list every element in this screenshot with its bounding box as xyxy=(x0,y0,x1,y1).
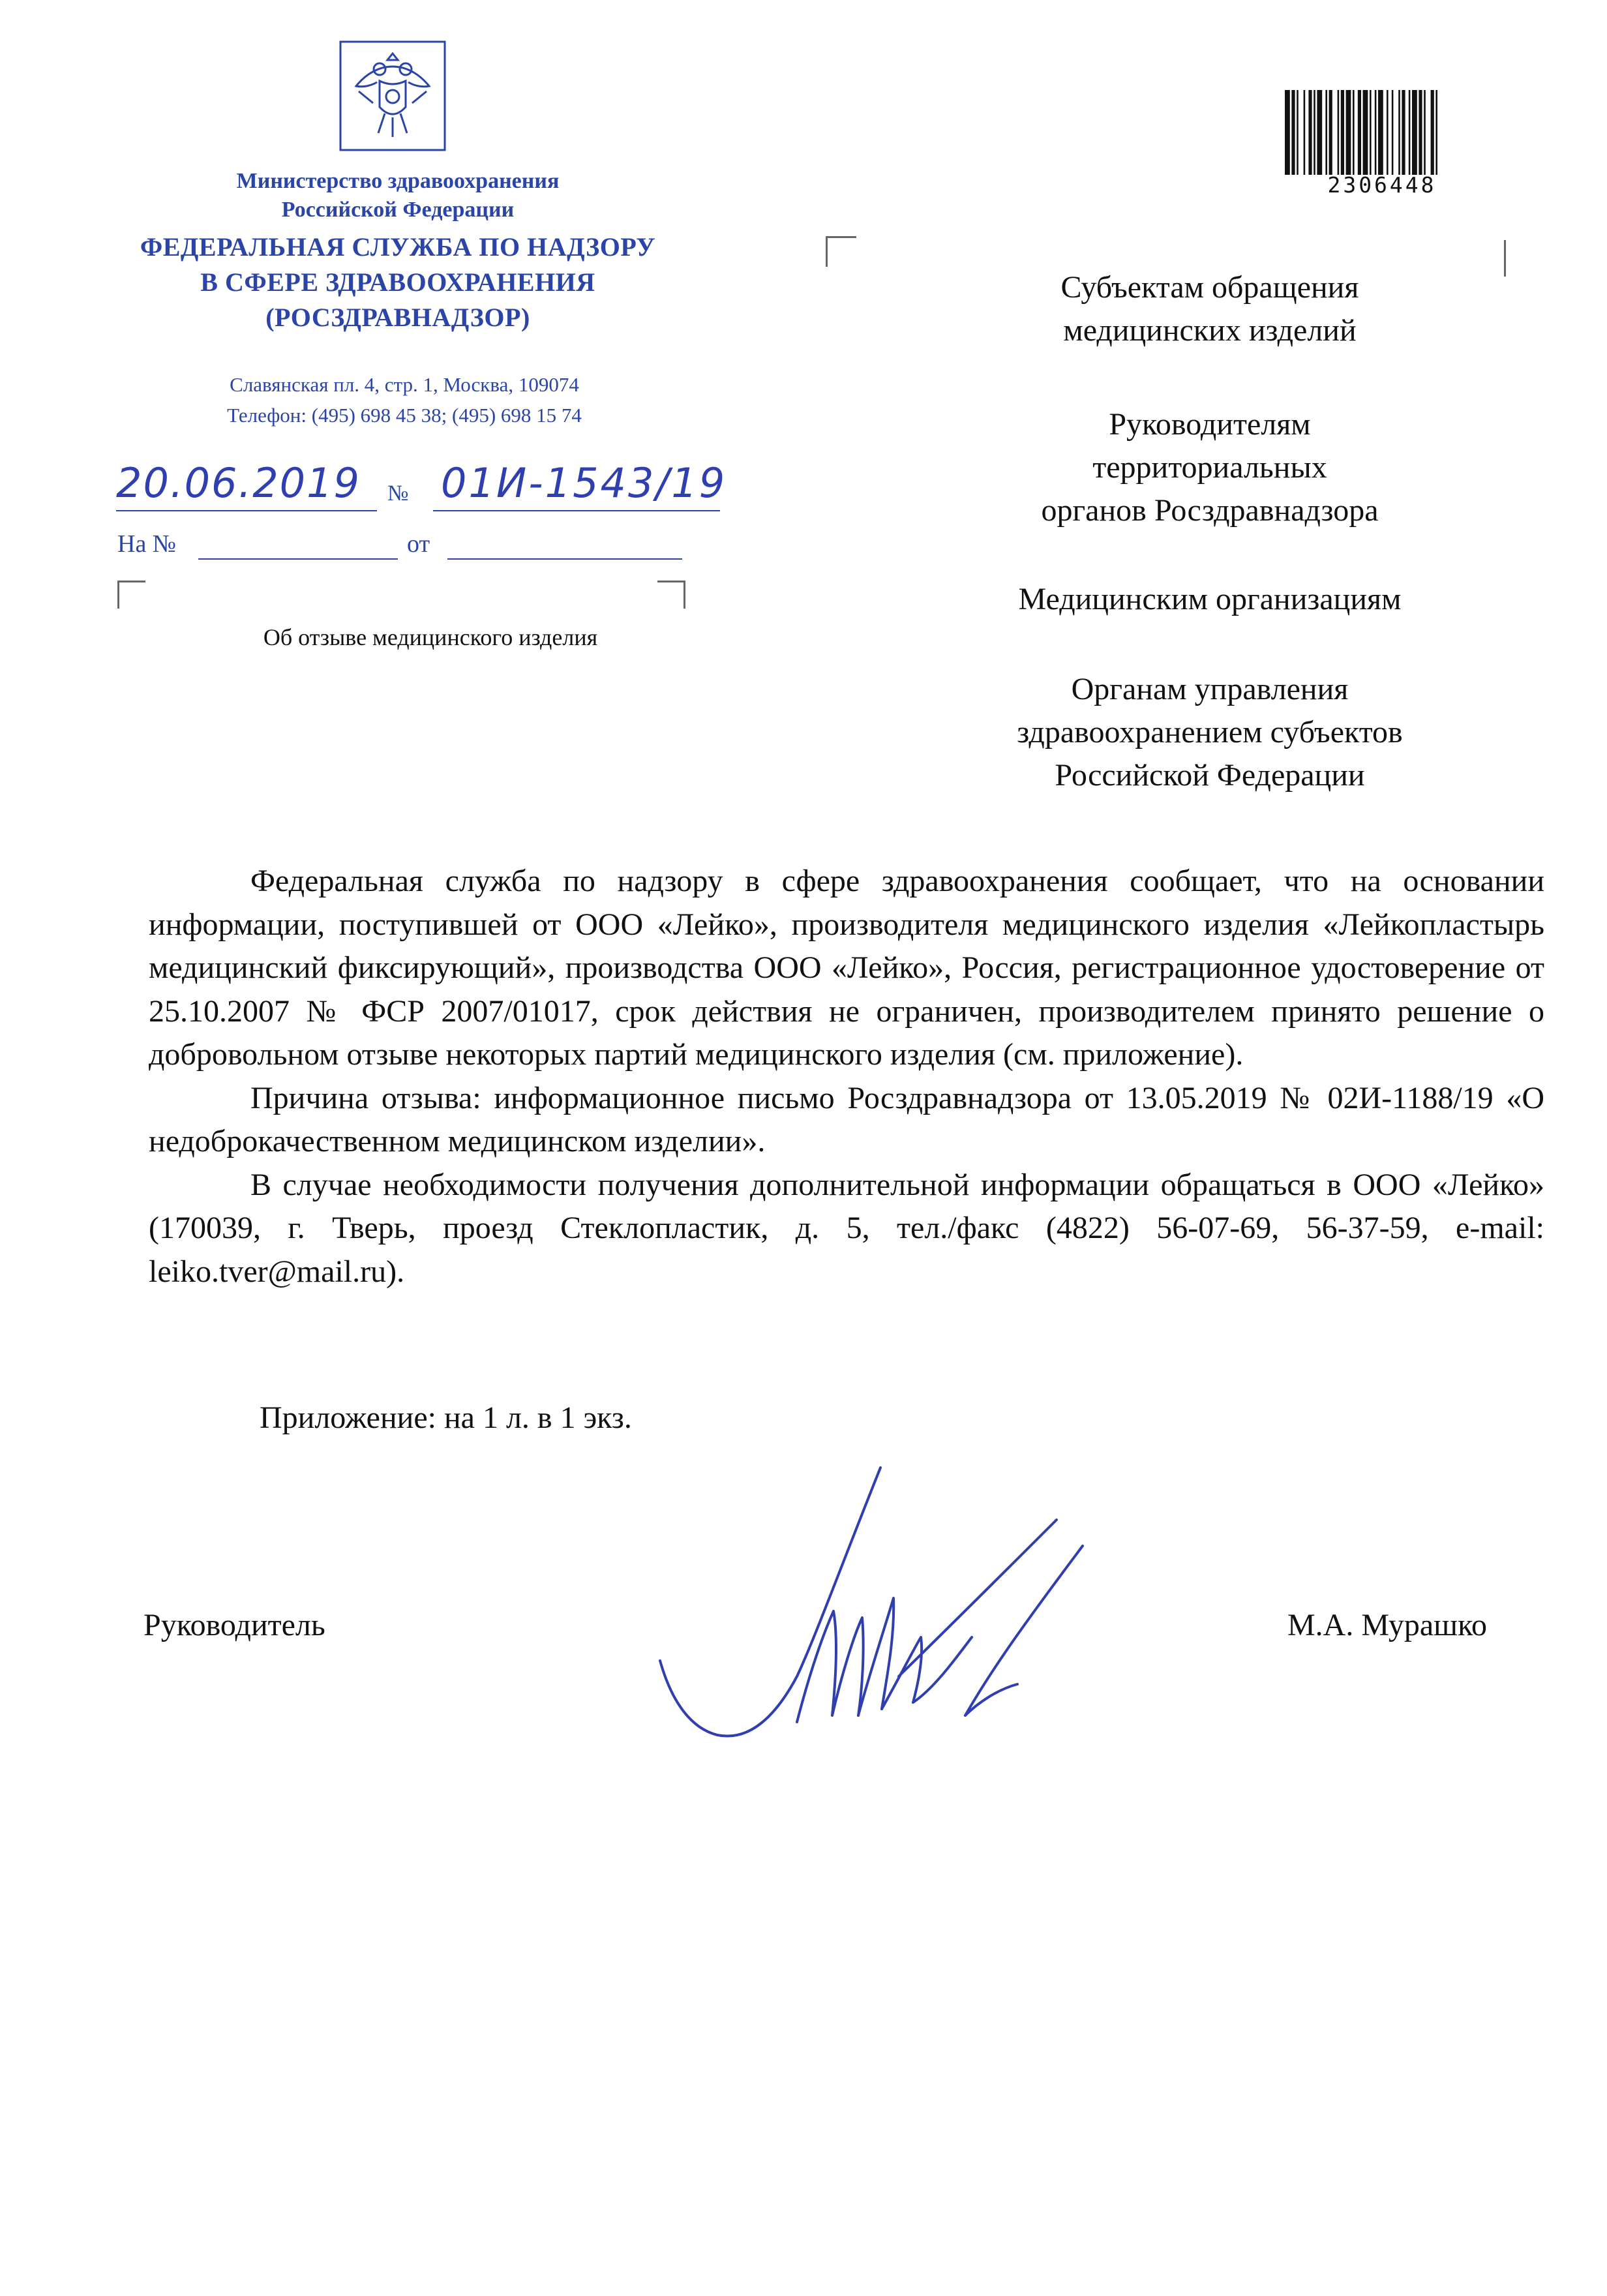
barcode-bar xyxy=(1346,90,1351,175)
address-line: Телефон: (495) 698 45 38; (495) 698 15 74 xyxy=(227,404,582,427)
barcode-bar xyxy=(1304,90,1306,175)
addressee-line: территориальных xyxy=(1092,450,1327,485)
addressee-group xyxy=(939,578,1480,621)
reply-number-field xyxy=(198,558,398,560)
subject-corner-right xyxy=(657,581,685,609)
barcode-bar xyxy=(1402,90,1405,175)
barcode-bar xyxy=(1392,90,1394,175)
addressee-line: здравоохранением субъектов xyxy=(1017,715,1403,749)
ministry-line: Министерство здравоохранения xyxy=(236,169,560,193)
barcode-bar xyxy=(1329,90,1332,175)
addressee-line: Субъектам обращения xyxy=(1060,270,1359,305)
barcode-bar xyxy=(1338,90,1340,175)
barcode-bar xyxy=(1419,90,1422,175)
barcode-bar xyxy=(1325,90,1327,175)
signatory-position: Руководитель xyxy=(143,1608,325,1642)
sender-address xyxy=(150,369,659,430)
ministry-name xyxy=(157,167,639,224)
barcode-bar xyxy=(1378,90,1383,175)
barcode-bar xyxy=(1297,90,1299,175)
reply-date-label: от xyxy=(407,530,430,558)
addressee-group xyxy=(939,266,1480,352)
body-paragraph: Федеральная служба по надзору в сфере здравоохранения сообщает, что на основании информации, поступившей от ООО «Лейко», производителя медицинского изделия «Лейкопластырь медицинский фиксирующий», производства ООО «Лейко», Россия, регистрационное удостоверение от 25.10.2007 № ФСР 2007/01017, срок действия не ограничен, производителем принято решение о добровольном отзыве некоторых партий медицинского изделия (см. приложение). xyxy=(149,864,1544,1072)
barcode-bar xyxy=(1363,90,1368,175)
addressee-line: органов Росздравнадзора xyxy=(1041,493,1379,528)
barcode-bar xyxy=(1317,90,1322,175)
addressee-line: Органам управления xyxy=(1071,672,1349,706)
reply-date-field xyxy=(447,558,682,560)
addressee-corner-right xyxy=(1504,240,1506,277)
addressee-line: Медицинским организациям xyxy=(1018,582,1402,616)
date-underline xyxy=(116,510,377,511)
barcode-bar xyxy=(1314,90,1315,175)
addressee-corner-left xyxy=(826,236,856,267)
barcode-bar xyxy=(1370,90,1372,175)
barcode-bar xyxy=(1409,90,1411,175)
double-headed-eagle-icon xyxy=(339,40,446,151)
barcode-bar xyxy=(1412,90,1417,175)
addressee-line: Российской Федерации xyxy=(1055,758,1365,793)
addressee-group xyxy=(939,403,1480,532)
service-line: ФЕДЕРАЛЬНАЯ СЛУЖБА ПО НАДЗОРУ xyxy=(140,232,656,262)
letter-body xyxy=(149,860,1544,1293)
attachment-note: Приложение: на 1 л. в 1 экз. xyxy=(260,1400,632,1435)
barcode-bar xyxy=(1353,90,1355,175)
ministry-line: Российской Федерации xyxy=(281,198,515,222)
handwritten-signature xyxy=(626,1442,1096,1781)
address-line: Славянская пл. 4, стр. 1, Москва, 109074 xyxy=(230,373,579,396)
barcode-bar xyxy=(1387,90,1389,175)
barcode-bar xyxy=(1375,90,1377,175)
number-sign: № xyxy=(387,481,409,506)
barcode-bar xyxy=(1285,90,1290,175)
service-line: В СФЕРЕ ЗДРАВООХРАНЕНИЯ xyxy=(200,267,595,297)
barcode-bar xyxy=(1308,90,1312,175)
body-paragraph: Причина отзыва: информационное письмо Росздравнадзора от 13.05.2019 № 02И-1188/19 «О недоброкачественном медицинском изделии». xyxy=(149,1080,1544,1158)
barcode-bar xyxy=(1435,90,1437,175)
letter-subject: Об отзыве медицинского изделия xyxy=(263,624,598,650)
barcode-bar xyxy=(1291,90,1295,175)
addressee-line: Руководителям xyxy=(1109,407,1311,442)
barcode-image xyxy=(1284,90,1480,175)
service-line: (РОСЗДРАВНАДЗОР) xyxy=(265,303,530,332)
signatory-name: М.А. Мурашко xyxy=(1287,1608,1487,1642)
registration-date: 20.06.2019 xyxy=(116,459,361,507)
barcode-bar xyxy=(1398,90,1400,175)
number-underline xyxy=(433,510,720,511)
barcode-bar xyxy=(1358,90,1361,175)
barcode-bar xyxy=(1341,90,1344,175)
service-name xyxy=(98,230,698,335)
reply-to-label: На № xyxy=(117,530,177,558)
body-paragraph: В случае необходимости получения дополнительной информации обращаться в ООО «Лейко» (170039, г. Тверь, проезд Стеклопластик, д. 5, тел./факс (4822) 56-07-69, 56-37-59, e-mail: leiko.tver@mail.ru). xyxy=(149,1167,1544,1289)
barcode-number: 2306448 xyxy=(1327,172,1437,198)
registration-number: 01И-1543/19 xyxy=(441,459,727,507)
barcode-bar xyxy=(1424,90,1426,175)
addressee-line: медицинских изделий xyxy=(1063,313,1357,348)
barcode-bar xyxy=(1431,90,1434,175)
subject-corner-left xyxy=(117,581,145,609)
addressee-group xyxy=(939,668,1480,797)
